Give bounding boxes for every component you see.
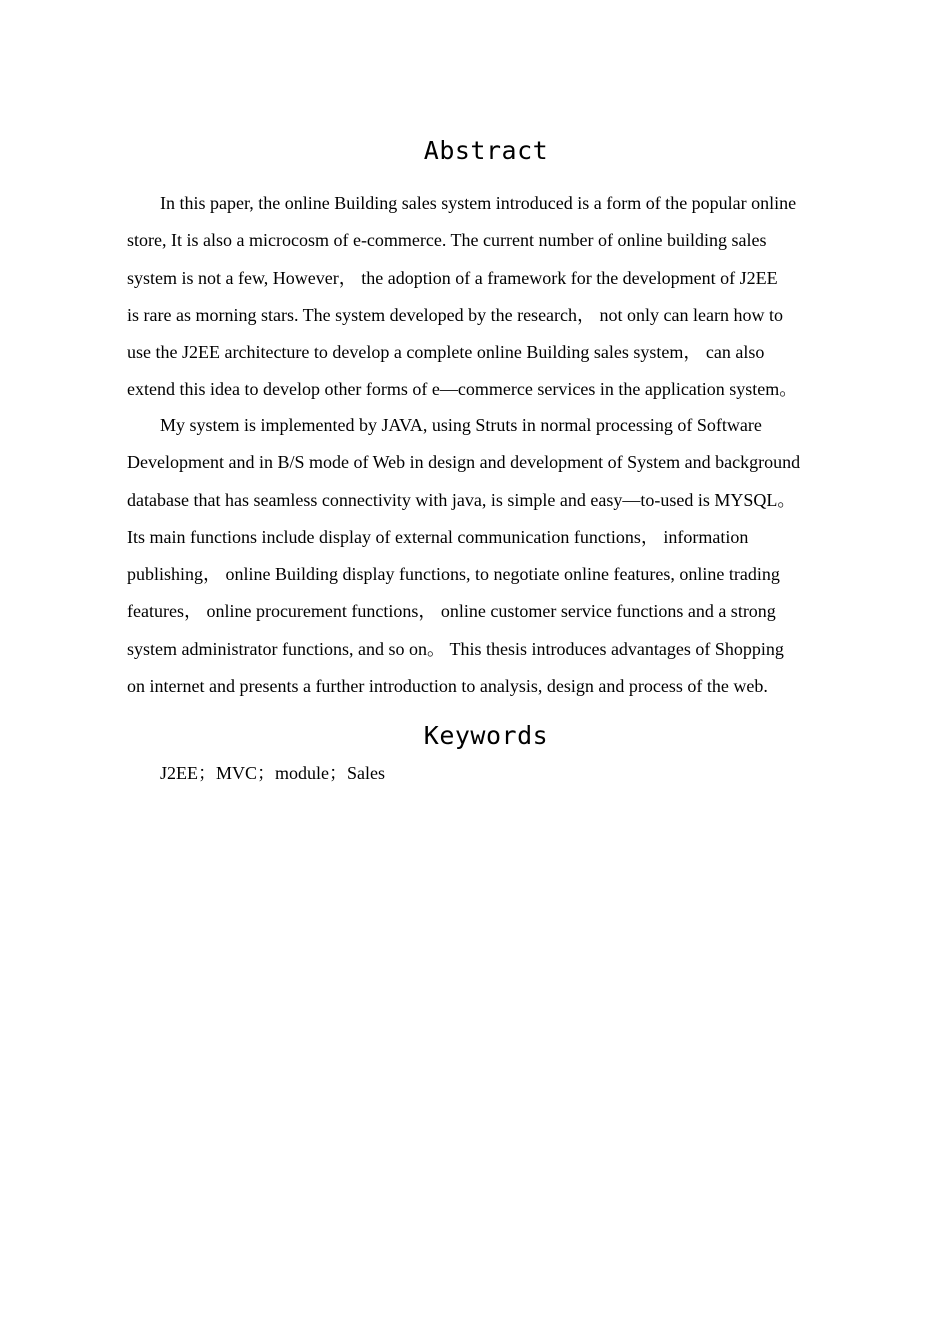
paragraph-line: system administrator functions, and so on。 This thesis introduces advantages of Shopping — [127, 638, 784, 659]
keywords-heading: Keywords — [423, 721, 549, 750]
keywords-list: J2EE；MVC；module；Sales — [160, 763, 385, 783]
paragraph-line: store, It is also a microcosm of e-commerce. The current number of online building sales — [127, 230, 767, 251]
paragraph-line: My system is implemented by JAVA, using Struts in normal processing of Software — [160, 415, 762, 435]
abstract-heading: Abstract — [423, 136, 549, 165]
paragraph-line: Development and in B/S mode of Web in design and development of System and background — [127, 452, 801, 473]
paragraph-line: In this paper, the online Building sales system introduced is a form of the popular online — [160, 193, 797, 213]
paragraph-line: is rare as morning stars. The system developed by the research， not only can learn how to — [127, 304, 783, 325]
abstract-paragraph-2 — [127, 407, 845, 705]
paragraph-line: on internet and presents a further introduction to analysis, design and process of the web. — [127, 676, 768, 697]
paragraph-line: database that has seamless connectivity with java, is simple and easy—to-used is MYSQL。 — [127, 489, 796, 510]
paragraph-line: publishing， online Building display functions, to negotiate online features, online trading — [127, 564, 780, 585]
paragraph-line: Its main functions include display of external communication functions， information — [127, 526, 749, 547]
paragraph-line: use the J2EE architecture to develop a complete online Building sales system， can also — [127, 342, 765, 363]
abstract-paragraph-1 — [127, 185, 845, 409]
paragraph-line: features， online procurement functions， online customer service functions and a strong — [127, 601, 776, 622]
paragraph-line: system is not a few, However， the adoption of a framework for the development of J2EE — [127, 267, 778, 288]
paragraph-line: extend this idea to develop other forms of e—commerce services in the application system。 — [127, 379, 798, 400]
